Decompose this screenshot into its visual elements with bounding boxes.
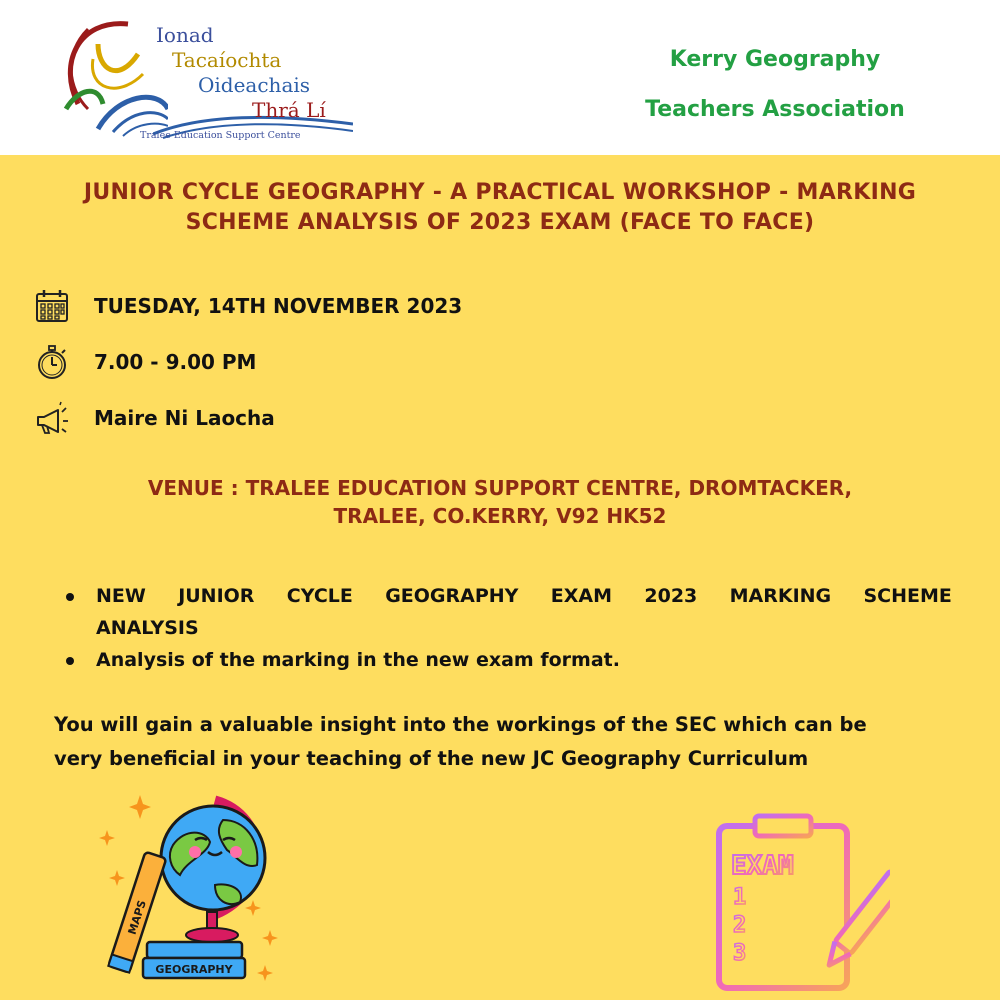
bullet-word: SCHEME [863, 585, 952, 607]
logo-line-2: Tacaíochta [172, 48, 282, 72]
venue-line-1: VENUE : TRALEE EDUCATION SUPPORT CENTRE, DROMTACKER, [147, 476, 853, 500]
logo-swirl-icon [58, 14, 168, 139]
event-time: 7.00 - 9.00 PM [94, 350, 257, 374]
bullet-word: MARKING [729, 585, 832, 607]
bullet-list [60, 580, 952, 676]
association-line-1: Kerry Geography [669, 47, 881, 72]
bullet-2-text: Analysis of the marking in the new exam format. [96, 649, 620, 671]
bullet-word: 2023 [644, 585, 698, 607]
pencil-icon [821, 871, 890, 972]
description-paragraph [54, 708, 974, 776]
exam-clipboard-illustration [715, 812, 890, 992]
bullet-word: CYCLE [286, 585, 353, 607]
list-number: 1 [733, 885, 747, 910]
list-number: 2 [733, 913, 747, 938]
maps-tube-label: MAPS [125, 898, 149, 937]
stopwatch-icon [34, 344, 70, 380]
logo-line-1: Ionad [156, 23, 214, 47]
bullet-word: JUNIOR [178, 585, 255, 607]
book-label: GEOGRAPHY [155, 963, 233, 976]
globe-illustration [95, 790, 295, 990]
logo-subtitle: Tralee Education Support Centre [140, 130, 301, 141]
venue-block [0, 474, 1000, 530]
description-line-2: very beneficial in your teaching of the new JC Geography Curriculum [54, 747, 809, 770]
header-band [0, 0, 1000, 155]
bullet-item-1 [60, 580, 952, 644]
bullet-word: NEW [96, 585, 146, 607]
title-line-2: SCHEME ANALYSIS OF 2023 EXAM (FACE TO FACE) [185, 210, 815, 235]
bullet-1-line-2: ANALYSIS [96, 617, 199, 639]
bullet-dot [66, 657, 74, 665]
speaker-name: Maire Ni Laocha [94, 406, 275, 430]
list-number: 3 [733, 941, 747, 966]
calendar-icon [34, 288, 70, 324]
megaphone-icon [34, 400, 70, 436]
event-date: TUESDAY, 14TH NOVEMBER 2023 [94, 294, 463, 318]
bullet-word: EXAM [550, 585, 613, 607]
association-name [620, 35, 930, 135]
logo-line-4: Thrá Lí [252, 98, 326, 122]
bullet-word: GEOGRAPHY [385, 585, 519, 607]
bullet-item-2 [60, 644, 952, 676]
title-line-1: JUNIOR CYCLE GEOGRAPHY - A PRACTICAL WORKSHOP - MARKING [83, 180, 917, 205]
description-line-1: You will gain a valuable insight into the workings of the SEC which can be [54, 713, 867, 736]
event-title [0, 178, 1000, 238]
bullet-dot [66, 593, 74, 601]
tesc-logo [58, 14, 348, 144]
association-line-2: Teachers Association [645, 97, 905, 122]
bullet-1-line-1 [96, 580, 952, 612]
logo-line-3: Oideachais [198, 73, 311, 97]
venue-line-2: TRALEE, CO.KERRY, V92 HK52 [333, 504, 667, 528]
exam-title: EXAM [731, 851, 794, 881]
